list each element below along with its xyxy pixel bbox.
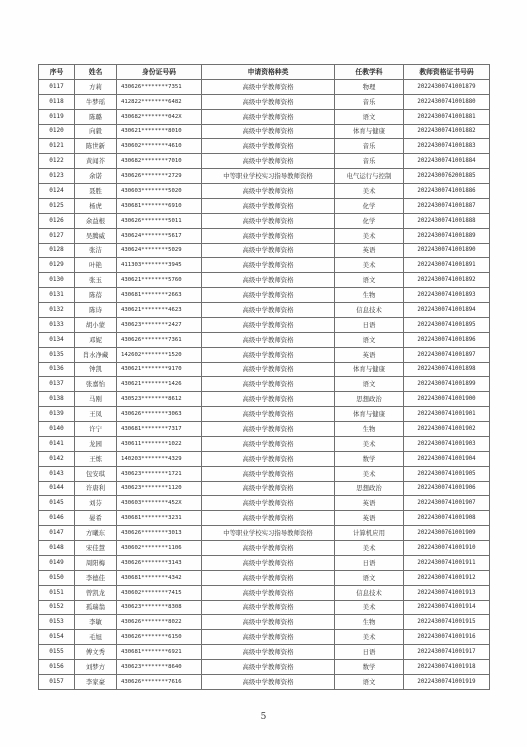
cell-subject: 信息技术 (335, 303, 404, 318)
table-row (39, 198, 490, 213)
cell-name: 张嘉怡 (75, 377, 117, 392)
cell-certificate-number: 20224300741001912 (404, 570, 490, 585)
cell-certificate-number: 20224300741001886 (404, 184, 490, 199)
cell-seq: 0150 (39, 570, 75, 585)
cell-qualification-type: 高级中学教师资格 (202, 496, 335, 511)
cell-qualification-type: 高级中学教师资格 (202, 585, 335, 600)
cell-id-number: 411303********3945 (117, 258, 202, 273)
cell-certificate-number: 20224300741001901 (404, 407, 490, 422)
cell-id-number: 430681********4342 (117, 570, 202, 585)
cell-id-number: 430623********8640 (117, 660, 202, 675)
cell-seq: 0155 (39, 645, 75, 660)
cell-certificate-number: 20224300741001917 (404, 645, 490, 660)
cell-subject: 英语 (335, 511, 404, 526)
cell-id-number: 430681********6921 (117, 645, 202, 660)
cell-certificate-number: 20224300741001908 (404, 511, 490, 526)
cell-qualification-type: 高级中学教师资格 (202, 332, 335, 347)
cell-name: 王凤 (75, 407, 117, 422)
table-row (39, 169, 490, 184)
cell-subject: 美术 (335, 466, 404, 481)
cell-id-number: 430623********1120 (117, 481, 202, 496)
table-header-row (39, 65, 490, 80)
cell-qualification-type: 高级中学教师资格 (202, 555, 335, 570)
cell-name: 黄闻芥 (75, 154, 117, 169)
cell-id-number: 430523********8612 (117, 392, 202, 407)
cell-seq: 0153 (39, 615, 75, 630)
cell-name: 余益根 (75, 213, 117, 228)
cell-seq: 0141 (39, 436, 75, 451)
cell-qualification-type: 高级中学教师资格 (202, 541, 335, 556)
cell-qualification-type: 高级中学教师资格 (202, 94, 335, 109)
table-row (39, 139, 490, 154)
cell-subject: 物理 (335, 79, 404, 94)
cell-qualification-type: 高级中学教师资格 (202, 303, 335, 318)
cell-subject: 计算机应用 (335, 526, 404, 541)
cell-qualification-type: 高级中学教师资格 (202, 317, 335, 332)
cell-name: 陈诗 (75, 303, 117, 318)
cell-subject: 信息技术 (335, 585, 404, 600)
cell-name: 胡小蒙 (75, 317, 117, 332)
cell-seq: 0157 (39, 674, 75, 689)
cell-subject: 美术 (335, 184, 404, 199)
cell-seq: 0125 (39, 198, 75, 213)
cell-certificate-number: 20224300741001890 (404, 243, 490, 258)
cell-certificate-number: 20224300741001895 (404, 317, 490, 332)
cell-certificate-number: 20224300741001883 (404, 139, 490, 154)
cell-name: 龙园 (75, 436, 117, 451)
cell-certificate-number: 20224300741001916 (404, 630, 490, 645)
cell-seq: 0118 (39, 94, 75, 109)
cell-subject: 生物 (335, 288, 404, 303)
table-row (39, 481, 490, 496)
cell-name: 包安琪 (75, 466, 117, 481)
table-row (39, 600, 490, 615)
cell-name: 陈蓓 (75, 288, 117, 303)
cell-id-number: 430623********2427 (117, 317, 202, 332)
table-row (39, 570, 490, 585)
table-body (39, 79, 490, 689)
cell-qualification-type: 高级中学教师资格 (202, 198, 335, 213)
cell-name: 陈璐 (75, 109, 117, 124)
table-row (39, 303, 490, 318)
cell-id-number: 430603********452X (117, 496, 202, 511)
cell-qualification-type: 高级中学教师资格 (202, 154, 335, 169)
cell-id-number: 430602********4610 (117, 139, 202, 154)
cell-subject: 音乐 (335, 154, 404, 169)
cell-subject: 音乐 (335, 139, 404, 154)
column-header-seq: 序号 (39, 65, 75, 80)
cell-qualification-type: 高级中学教师资格 (202, 362, 335, 377)
cell-seq: 0144 (39, 481, 75, 496)
column-header-name: 姓名 (75, 65, 117, 80)
cell-qualification-type: 高级中学教师资格 (202, 228, 335, 243)
cell-qualification-type: 高级中学教师资格 (202, 243, 335, 258)
table-row (39, 466, 490, 481)
cell-seq: 0136 (39, 362, 75, 377)
table-row (39, 496, 490, 511)
cell-id-number: 140203********4329 (117, 451, 202, 466)
cell-certificate-number: 20224300741001887 (404, 198, 490, 213)
column-header-id-number: 身份证号码 (117, 65, 202, 80)
cell-id-number: 430626********6150 (117, 630, 202, 645)
table-row (39, 615, 490, 630)
cell-id-number: 412822********6482 (117, 94, 202, 109)
cell-name: 曾凯龙 (75, 585, 117, 600)
cell-certificate-number: 20224300741001879 (404, 79, 490, 94)
cell-seq: 0130 (39, 273, 75, 288)
cell-certificate-number: 20224300741001910 (404, 541, 490, 556)
cell-id-number: 430626********8022 (117, 615, 202, 630)
cell-seq: 0132 (39, 303, 75, 318)
cell-qualification-type: 高级中学教师资格 (202, 674, 335, 689)
cell-name: 宋佳慧 (75, 541, 117, 556)
cell-seq: 0117 (39, 79, 75, 94)
cell-id-number: 430621********1426 (117, 377, 202, 392)
cell-seq: 0121 (39, 139, 75, 154)
cell-seq: 0123 (39, 169, 75, 184)
cell-seq: 0126 (39, 213, 75, 228)
table-row (39, 243, 490, 258)
cell-certificate-number: 20224300761001909 (404, 526, 490, 541)
cell-name: 李敏 (75, 615, 117, 630)
cell-id-number: 430621********9170 (117, 362, 202, 377)
cell-subject: 美术 (335, 228, 404, 243)
cell-id-number: 430621********5760 (117, 273, 202, 288)
cell-certificate-number: 20224300741001881 (404, 109, 490, 124)
table-row (39, 154, 490, 169)
cell-name: 向毅 (75, 124, 117, 139)
table-row (39, 258, 490, 273)
cell-subject: 体育与健康 (335, 407, 404, 422)
cell-subject: 体育与健康 (335, 124, 404, 139)
cell-certificate-number: 20224300741001915 (404, 615, 490, 630)
cell-subject: 语文 (335, 570, 404, 585)
cell-certificate-number: 20224300741001888 (404, 213, 490, 228)
cell-id-number: 430602********7415 (117, 585, 202, 600)
cell-id-number: 430682********7010 (117, 154, 202, 169)
cell-qualification-type: 高级中学教师资格 (202, 615, 335, 630)
cell-name: 孤瑞翁 (75, 600, 117, 615)
cell-certificate-number: 20224300741001911 (404, 555, 490, 570)
cell-id-number: 430626********3013 (117, 526, 202, 541)
cell-id-number: 142602********1520 (117, 347, 202, 362)
cell-id-number: 430624********5029 (117, 243, 202, 258)
table-row (39, 79, 490, 94)
cell-name: 牛梦瑶 (75, 94, 117, 109)
cell-name: 吴腾威 (75, 228, 117, 243)
table-row (39, 392, 490, 407)
cell-seq: 0129 (39, 258, 75, 273)
cell-seq: 0137 (39, 377, 75, 392)
cell-seq: 0120 (39, 124, 75, 139)
cell-certificate-number: 20224300741001906 (404, 481, 490, 496)
cell-seq: 0147 (39, 526, 75, 541)
cell-qualification-type: 高级中学教师资格 (202, 511, 335, 526)
cell-seq: 0133 (39, 317, 75, 332)
cell-subject: 美术 (335, 258, 404, 273)
cell-certificate-number: 20224300741001914 (404, 600, 490, 615)
table-row (39, 422, 490, 437)
cell-seq: 0131 (39, 288, 75, 303)
cell-seq: 0152 (39, 600, 75, 615)
cell-certificate-number: 20224300741001882 (404, 124, 490, 139)
cell-subject: 电气运行与控制 (335, 169, 404, 184)
cell-id-number: 430602********1106 (117, 541, 202, 556)
cell-subject: 美术 (335, 541, 404, 556)
cell-certificate-number: 20224300741001893 (404, 288, 490, 303)
table-row (39, 94, 490, 109)
cell-subject: 英语 (335, 496, 404, 511)
cell-subject: 英语 (335, 347, 404, 362)
cell-qualification-type: 高级中学教师资格 (202, 451, 335, 466)
cell-certificate-number: 20224300741001896 (404, 332, 490, 347)
table-row (39, 228, 490, 243)
table-row (39, 347, 490, 362)
cell-certificate-number: 20224300741001894 (404, 303, 490, 318)
cell-id-number: 430626********7616 (117, 674, 202, 689)
cell-name: 李家豪 (75, 674, 117, 689)
cell-seq: 0140 (39, 422, 75, 437)
cell-qualification-type: 高级中学教师资格 (202, 377, 335, 392)
table-row (39, 213, 490, 228)
cell-certificate-number: 20224300741001913 (404, 585, 490, 600)
cell-seq: 0154 (39, 630, 75, 645)
table-row (39, 526, 490, 541)
cell-name: 李德佳 (75, 570, 117, 585)
cell-name: 肖水净藏 (75, 347, 117, 362)
cell-seq: 0146 (39, 511, 75, 526)
cell-subject: 美术 (335, 600, 404, 615)
cell-subject: 生物 (335, 422, 404, 437)
cell-certificate-number: 20224300741001918 (404, 660, 490, 675)
cell-certificate-number: 20224300741001897 (404, 347, 490, 362)
table-row (39, 317, 490, 332)
table-row (39, 645, 490, 660)
cell-certificate-number: 20224300741001892 (404, 273, 490, 288)
cell-id-number: 430681********3231 (117, 511, 202, 526)
table-row (39, 436, 490, 451)
table-row (39, 541, 490, 556)
cell-qualification-type: 高级中学教师资格 (202, 288, 335, 303)
cell-seq: 0151 (39, 585, 75, 600)
table-row (39, 660, 490, 675)
column-header-qualification-type: 申请资格种类 (202, 65, 335, 80)
cell-qualification-type: 高级中学教师资格 (202, 184, 335, 199)
cell-qualification-type: 高级中学教师资格 (202, 600, 335, 615)
cell-name: 方曦东 (75, 526, 117, 541)
table-row (39, 332, 490, 347)
teacher-certificate-table (38, 64, 490, 690)
cell-name: 邓妮 (75, 332, 117, 347)
cell-subject: 美术 (335, 436, 404, 451)
cell-certificate-number: 20224300741001884 (404, 154, 490, 169)
cell-seq: 0143 (39, 466, 75, 481)
cell-name: 钟凯 (75, 362, 117, 377)
cell-seq: 0139 (39, 407, 75, 422)
table-row (39, 630, 490, 645)
cell-certificate-number: 20224300741001880 (404, 94, 490, 109)
cell-seq: 0156 (39, 660, 75, 675)
cell-certificate-number: 20224300741001904 (404, 451, 490, 466)
cell-subject: 日语 (335, 555, 404, 570)
cell-qualification-type: 高级中学教师资格 (202, 630, 335, 645)
cell-certificate-number: 20224300741001907 (404, 496, 490, 511)
cell-name: 杨虎 (75, 198, 117, 213)
cell-subject: 语文 (335, 109, 404, 124)
cell-id-number: 430626********3143 (117, 555, 202, 570)
table-row (39, 451, 490, 466)
table-row (39, 407, 490, 422)
cell-id-number: 430626********5011 (117, 213, 202, 228)
cell-name: 陈世新 (75, 139, 117, 154)
table-row (39, 273, 490, 288)
page-number: 5 (260, 712, 267, 722)
cell-id-number: 430626********7361 (117, 332, 202, 347)
cell-name: 方莉 (75, 79, 117, 94)
table-row (39, 511, 490, 526)
cell-name: 毛旭 (75, 630, 117, 645)
cell-id-number: 430621********8010 (117, 124, 202, 139)
cell-qualification-type: 高级中学教师资格 (202, 392, 335, 407)
cell-id-number: 430681********2663 (117, 288, 202, 303)
cell-qualification-type: 高级中学教师资格 (202, 124, 335, 139)
cell-id-number: 430626********7351 (117, 79, 202, 94)
cell-seq: 0148 (39, 541, 75, 556)
cell-subject: 语文 (335, 674, 404, 689)
cell-name: 张洁 (75, 243, 117, 258)
cell-qualification-type: 中等职业学校实习指导教师资格 (202, 169, 335, 184)
cell-subject: 化学 (335, 198, 404, 213)
cell-qualification-type: 高级中学教师资格 (202, 139, 335, 154)
cell-name: 叶艳 (75, 258, 117, 273)
cell-id-number: 430623********1721 (117, 466, 202, 481)
cell-name: 周阳梅 (75, 555, 117, 570)
cell-id-number: 430624********5617 (117, 228, 202, 243)
cell-name: 傅文秀 (75, 645, 117, 660)
cell-subject: 日语 (335, 645, 404, 660)
cell-qualification-type: 高级中学教师资格 (202, 466, 335, 481)
cell-subject: 语文 (335, 273, 404, 288)
cell-qualification-type: 高级中学教师资格 (202, 481, 335, 496)
cell-qualification-type: 高级中学教师资格 (202, 213, 335, 228)
cell-name: 张玉 (75, 273, 117, 288)
cell-name: 晏希 (75, 511, 117, 526)
cell-qualification-type: 高级中学教师资格 (202, 109, 335, 124)
cell-seq: 0142 (39, 451, 75, 466)
cell-certificate-number: 20224300741001891 (404, 258, 490, 273)
cell-certificate-number: 20224300741001902 (404, 422, 490, 437)
cell-certificate-number: 20224300741001900 (404, 392, 490, 407)
cell-certificate-number: 20224300741001898 (404, 362, 490, 377)
cell-certificate-number: 20224300741001899 (404, 377, 490, 392)
cell-subject: 美术 (335, 630, 404, 645)
cell-id-number: 430682********042X (117, 109, 202, 124)
cell-seq: 0134 (39, 332, 75, 347)
table-row (39, 288, 490, 303)
cell-subject: 思想政治 (335, 481, 404, 496)
cell-id-number: 430603********5020 (117, 184, 202, 199)
cell-id-number: 430626********2729 (117, 169, 202, 184)
cell-qualification-type: 高级中学教师资格 (202, 273, 335, 288)
cell-seq: 0149 (39, 555, 75, 570)
cell-id-number: 430611********1022 (117, 436, 202, 451)
cell-name: 刘芬 (75, 496, 117, 511)
table-row (39, 377, 490, 392)
cell-subject: 数学 (335, 451, 404, 466)
cell-qualification-type: 高级中学教师资格 (202, 570, 335, 585)
cell-qualification-type: 高级中学教师资格 (202, 347, 335, 362)
cell-subject: 生物 (335, 615, 404, 630)
column-header-subject: 任教学科 (335, 65, 404, 80)
cell-subject: 语文 (335, 332, 404, 347)
cell-id-number: 430621********4623 (117, 303, 202, 318)
cell-seq: 0119 (39, 109, 75, 124)
cell-qualification-type: 高级中学教师资格 (202, 645, 335, 660)
cell-seq: 0122 (39, 154, 75, 169)
cell-qualification-type: 高级中学教师资格 (202, 407, 335, 422)
cell-subject: 化学 (335, 213, 404, 228)
cell-seq: 0138 (39, 392, 75, 407)
cell-certificate-number: 20224300762001885 (404, 169, 490, 184)
cell-qualification-type: 高级中学教师资格 (202, 660, 335, 675)
cell-certificate-number: 20224300741001905 (404, 466, 490, 481)
cell-certificate-number: 20224300741001903 (404, 436, 490, 451)
cell-certificate-number: 20224300741001889 (404, 228, 490, 243)
cell-seq: 0128 (39, 243, 75, 258)
cell-qualification-type: 高级中学教师资格 (202, 258, 335, 273)
cell-qualification-type: 高级中学教师资格 (202, 79, 335, 94)
cell-subject: 数学 (335, 660, 404, 675)
table-row (39, 184, 490, 199)
cell-qualification-type: 高级中学教师资格 (202, 422, 335, 437)
cell-seq: 0124 (39, 184, 75, 199)
cell-name: 王炼 (75, 451, 117, 466)
cell-id-number: 430681********6910 (117, 198, 202, 213)
cell-subject: 语文 (335, 377, 404, 392)
cell-id-number: 430681********7317 (117, 422, 202, 437)
cell-seq: 0135 (39, 347, 75, 362)
cell-subject: 日语 (335, 317, 404, 332)
cell-seq: 0127 (39, 228, 75, 243)
table-row (39, 362, 490, 377)
cell-name: 聂胜 (75, 184, 117, 199)
cell-qualification-type: 中等职业学校实习指导教师资格 (202, 526, 335, 541)
cell-subject: 音乐 (335, 94, 404, 109)
table-row (39, 124, 490, 139)
cell-name: 马刚 (75, 392, 117, 407)
column-header-certificate-number: 教师资格证书号码 (404, 65, 490, 80)
cell-certificate-number: 20224300741001919 (404, 674, 490, 689)
table-row (39, 674, 490, 689)
cell-name: 余诺 (75, 169, 117, 184)
cell-name: 许唐利 (75, 481, 117, 496)
table-row (39, 585, 490, 600)
cell-id-number: 430626********3063 (117, 407, 202, 422)
table-row (39, 109, 490, 124)
cell-subject: 体育与健康 (335, 362, 404, 377)
cell-qualification-type: 高级中学教师资格 (202, 436, 335, 451)
cell-subject: 思想政治 (335, 392, 404, 407)
table-row (39, 555, 490, 570)
cell-id-number: 430623********8308 (117, 600, 202, 615)
cell-subject: 英语 (335, 243, 404, 258)
cell-name: 许宁 (75, 422, 117, 437)
cell-name: 刘梦方 (75, 660, 117, 675)
cell-seq: 0145 (39, 496, 75, 511)
